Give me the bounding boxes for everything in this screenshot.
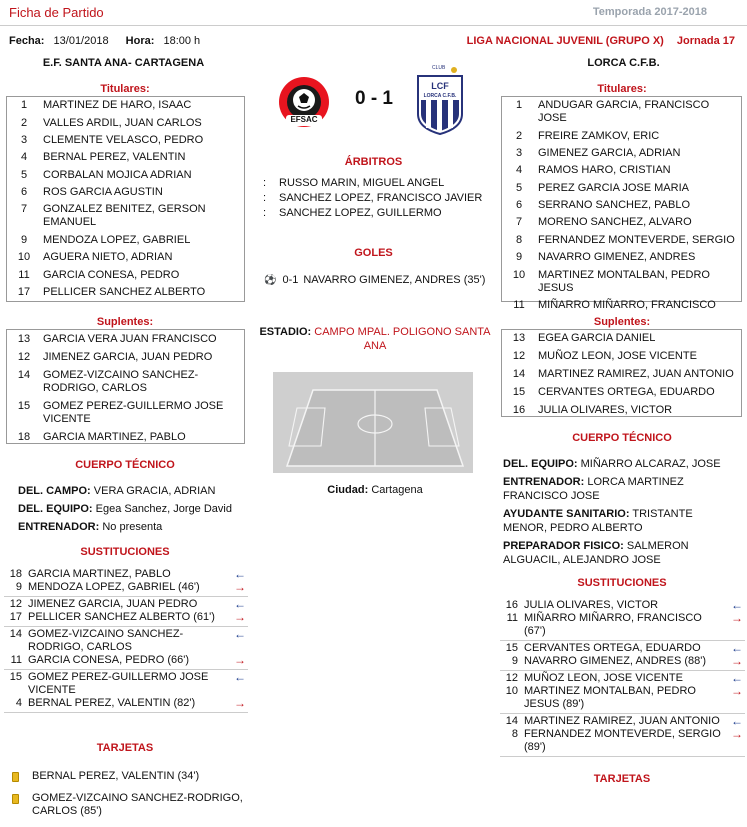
player-name: GOMEZ PEREZ-GUILLERMO JOSE VICENTE bbox=[28, 671, 209, 696]
player-row bbox=[7, 249, 244, 266]
player-number: 4 bbox=[515, 164, 523, 177]
player-row bbox=[7, 167, 244, 184]
home-team-name: E.F. SANTA ANA- CARTAGENA bbox=[42, 57, 205, 69]
arrow-right-icon: → bbox=[234, 580, 246, 594]
player-name: JULIA OLIVARES, VICTOR bbox=[538, 403, 673, 416]
referees-heading: ÁRBITROS bbox=[344, 156, 403, 168]
player-row bbox=[502, 97, 741, 127]
substitution-in bbox=[4, 568, 248, 581]
substitution-out bbox=[4, 581, 248, 594]
player-row bbox=[7, 348, 244, 366]
player-number: 7 bbox=[515, 216, 523, 229]
player-name: GARCIA CONESA, PEDRO bbox=[43, 268, 180, 281]
player-name: ROS GARCIA AGUSTIN bbox=[43, 186, 163, 199]
substitution-pair bbox=[500, 714, 745, 757]
player-row bbox=[502, 266, 741, 296]
arrow-left-icon: ← bbox=[234, 597, 246, 611]
player-name: RAMOS HARO, CRISTIAN bbox=[538, 164, 671, 177]
player-name: NAVARRO GIMENEZ, ANDRES (88') bbox=[524, 655, 706, 667]
fecha-label: Fecha: bbox=[9, 35, 45, 47]
player-number: 11 bbox=[18, 268, 30, 281]
stadium-pitch-icon bbox=[273, 372, 473, 473]
player-number: 5 bbox=[515, 181, 523, 194]
staff-name: No presenta bbox=[99, 521, 163, 533]
away-crest-icon bbox=[416, 62, 464, 136]
match-time: 18:00 h bbox=[163, 35, 201, 47]
player-name: MARTINEZ RAMIREZ, JUAN ANTONIO bbox=[524, 715, 720, 727]
arrow-right-icon: → bbox=[731, 611, 743, 625]
substitution-in bbox=[4, 598, 248, 611]
player-row bbox=[7, 397, 244, 428]
substitution-in bbox=[4, 671, 248, 697]
player-number: 17 bbox=[9, 611, 22, 623]
away-substitutions-list bbox=[500, 598, 745, 757]
player-number: 1 bbox=[20, 99, 28, 112]
arrow-left-icon: ← bbox=[731, 671, 743, 685]
player-name: GONZALEZ BENITEZ, GERSON EMANUEL bbox=[43, 203, 206, 229]
player-name: SERRANO SANCHEZ, PABLO bbox=[538, 199, 690, 212]
staff-name: LORCA MARTINEZ FRANCISCO JOSE bbox=[503, 476, 684, 502]
staff-row bbox=[503, 507, 739, 535]
staff-name: VERA GRACIA, ADRIAN bbox=[90, 485, 216, 497]
player-number: 11 bbox=[513, 298, 525, 311]
player-number: 9 bbox=[15, 581, 22, 593]
substitution-pair bbox=[4, 597, 248, 627]
substitution-out bbox=[500, 655, 745, 668]
away-crest-text: LORCA C.F.B. bbox=[423, 93, 457, 99]
player-number: 12 bbox=[512, 350, 526, 363]
away-crest bbox=[416, 62, 464, 136]
player-name: GARCIA VERA JUAN FRANCISCO bbox=[43, 332, 217, 345]
player-name: GOMEZ-VIZCAINO SANCHEZ-RODRIGO, CARLOS bbox=[28, 628, 184, 653]
player-row bbox=[7, 114, 244, 131]
staff-name: Egea Sanchez, Jorge David bbox=[92, 503, 232, 515]
staff-role: PREPARADOR FISICO: bbox=[503, 540, 624, 552]
staff-role: ENTRENADOR: bbox=[503, 476, 585, 488]
referee-separator: : bbox=[263, 207, 267, 219]
player-name: FREIRE ZAMKOV, ERIC bbox=[538, 129, 660, 142]
player-name: BERNAL PEREZ, VALENTIN (82') bbox=[28, 697, 196, 709]
arrow-left-icon: ← bbox=[731, 598, 743, 612]
match-date: 13/01/2018 bbox=[53, 35, 109, 47]
player-name: MENDOZA LOPEZ, GABRIEL bbox=[43, 233, 191, 246]
staff-name: MIÑARRO ALCARAZ, JOSE bbox=[577, 458, 721, 470]
player-row bbox=[7, 149, 244, 166]
staff-role: DEL. CAMPO: bbox=[18, 485, 91, 497]
staff-role: AYUDANTE SANITARIO: bbox=[503, 508, 630, 520]
player-number: 16 bbox=[512, 403, 526, 416]
player-name: JIMENEZ GARCIA, JUAN PEDRO bbox=[43, 350, 213, 363]
match-date-time bbox=[9, 35, 200, 47]
hora-label: Hora: bbox=[125, 35, 155, 47]
player-row bbox=[502, 383, 741, 401]
substitution-pair bbox=[500, 671, 745, 714]
player-name: GARCIA MARTINEZ, PABLO bbox=[43, 430, 186, 443]
player-number: 18 bbox=[17, 430, 31, 443]
player-name: MARTINEZ MONTALBAN, PEDRO JESUS (89') bbox=[524, 685, 696, 710]
referee-row bbox=[263, 176, 503, 191]
home-subs-box bbox=[6, 329, 245, 444]
player-number: 10 bbox=[512, 268, 526, 281]
competition-name: LIGA NACIONAL JUVENIL (GRUPO X) bbox=[466, 35, 664, 47]
home-crest-text: EFSAC bbox=[290, 115, 318, 124]
player-number: 5 bbox=[20, 168, 28, 181]
player-number: 14 bbox=[512, 367, 526, 380]
player-name: MIÑARRO MIÑARRO, FRANCISCO bbox=[538, 298, 716, 311]
substitution-out bbox=[4, 697, 248, 710]
player-number: 11 bbox=[506, 612, 518, 624]
away-subs-box bbox=[501, 329, 742, 417]
player-row bbox=[7, 266, 244, 283]
goal-row bbox=[264, 273, 504, 288]
arrow-left-icon: ← bbox=[234, 670, 246, 684]
player-name: FERNANDEZ MONTEVERDE, SERGIO bbox=[538, 233, 735, 246]
substitution-in bbox=[500, 672, 745, 685]
arrow-right-icon: → bbox=[234, 696, 246, 710]
player-name: CLEMENTE VELASCO, PEDRO bbox=[43, 133, 204, 146]
arrow-left-icon: ← bbox=[234, 627, 246, 641]
player-row bbox=[7, 428, 244, 446]
player-number: 7 bbox=[20, 203, 28, 216]
player-number: 14 bbox=[505, 715, 518, 727]
arrow-right-icon: → bbox=[731, 654, 743, 668]
city-info bbox=[257, 484, 493, 496]
home-staff-list bbox=[18, 484, 248, 538]
staff-role: DEL. EQUIPO: bbox=[18, 503, 93, 515]
player-number: 10 bbox=[505, 685, 518, 697]
referees-list bbox=[263, 176, 503, 221]
player-name: MIÑARRO MIÑARRO, FRANCISCO (67') bbox=[524, 612, 702, 637]
player-number: 2 bbox=[515, 129, 523, 142]
home-substitutions-list bbox=[4, 567, 248, 713]
home-subs-list bbox=[7, 330, 244, 446]
home-cards-heading: TARJETAS bbox=[96, 742, 154, 754]
away-crest-letters: LCF bbox=[431, 81, 449, 91]
away-subs-list bbox=[502, 330, 741, 419]
player-name: MARTINEZ MONTALBAN, PEDRO JESUS bbox=[538, 268, 710, 294]
arrow-left-icon: ← bbox=[234, 567, 246, 581]
referee-row bbox=[263, 191, 503, 206]
player-name: NAVARRO GIMENEZ, ANDRES bbox=[538, 251, 696, 264]
player-number: 14 bbox=[9, 628, 22, 640]
player-number: 9 bbox=[515, 251, 523, 264]
away-subst-heading: SUSTITUCIONES bbox=[577, 577, 667, 589]
player-number: 1 bbox=[515, 99, 523, 112]
home-starters-box bbox=[6, 96, 245, 302]
city-name: Cartagena bbox=[371, 484, 423, 496]
away-titulares-heading: Titulares: bbox=[597, 83, 647, 95]
header-bar bbox=[0, 0, 747, 26]
player-name: MARTINEZ RAMIREZ, JUAN ANTONIO bbox=[538, 367, 734, 380]
away-suplentes-heading: Suplentes: bbox=[593, 316, 651, 328]
substitution-out bbox=[500, 612, 745, 638]
away-team-name: LORCA C.F.B. bbox=[587, 57, 660, 69]
player-number: 6 bbox=[20, 186, 28, 199]
player-name: ANDUGAR GARCIA, FRANCISCO JOSE bbox=[538, 99, 710, 125]
player-row bbox=[502, 249, 741, 266]
match-score: 0 - 1 bbox=[354, 88, 394, 109]
player-number: 13 bbox=[512, 332, 526, 345]
player-name: PELLICER SANCHEZ ALBERTO bbox=[43, 285, 206, 298]
player-number: 12 bbox=[9, 598, 22, 610]
player-row bbox=[7, 366, 244, 397]
goals-list bbox=[264, 273, 504, 288]
player-name: CORBALAN MOJICA ADRIAN bbox=[43, 168, 192, 181]
substitution-out bbox=[500, 728, 745, 754]
goal-score: 0-1 bbox=[282, 274, 299, 286]
player-number: 12 bbox=[17, 350, 31, 363]
player-row bbox=[502, 348, 741, 366]
player-number: 9 bbox=[511, 655, 518, 667]
arrow-right-icon: → bbox=[234, 610, 246, 624]
staff-row bbox=[503, 539, 739, 567]
yellow-card-icon bbox=[12, 794, 19, 804]
home-titulares-heading: Titulares: bbox=[100, 83, 150, 95]
staff-role: DEL. EQUIPO: bbox=[503, 458, 578, 470]
player-row bbox=[7, 184, 244, 201]
player-number: 10 bbox=[17, 251, 31, 264]
player-row bbox=[502, 162, 741, 179]
player-row bbox=[7, 232, 244, 249]
player-row bbox=[7, 201, 244, 231]
player-number: 3 bbox=[515, 146, 523, 159]
player-row bbox=[502, 214, 741, 231]
substitution-in bbox=[500, 642, 745, 655]
substitution-in bbox=[4, 628, 248, 654]
player-row bbox=[502, 297, 741, 314]
player-name: GIMENEZ GARCIA, ADRIAN bbox=[538, 146, 681, 159]
away-starters-box bbox=[501, 96, 742, 311]
football-icon: ⚽ bbox=[264, 275, 277, 286]
staff-name: TRISTANTE MENOR, PEDRO ALBERTO bbox=[503, 508, 693, 534]
competition-info bbox=[467, 35, 735, 47]
referee-separator: : bbox=[263, 177, 267, 189]
stadium-label: ESTADIO: bbox=[259, 326, 312, 338]
staff-row bbox=[18, 520, 248, 534]
player-number: 15 bbox=[9, 671, 22, 683]
away-staff-heading: CUERPO TÉCNICO bbox=[572, 432, 672, 444]
player-name: MUÑOZ LEON, JOSE VICENTE bbox=[538, 350, 697, 363]
player-name: CERVANTES ORTEGA, EDUARDO bbox=[538, 385, 715, 398]
player-row bbox=[502, 366, 741, 384]
player-name: GOMEZ PEREZ-GUILLERMO JOSE VICENTE bbox=[43, 399, 224, 425]
player-row bbox=[7, 330, 244, 348]
home-suplentes-heading: Suplentes: bbox=[96, 316, 154, 328]
home-subst-heading: SUSTITUCIONES bbox=[80, 546, 170, 558]
card-row bbox=[10, 770, 248, 783]
player-number: 2 bbox=[20, 116, 28, 129]
player-number: 8 bbox=[515, 233, 523, 246]
substitution-pair bbox=[500, 598, 745, 641]
player-number: 11 bbox=[10, 654, 22, 666]
home-starters-list bbox=[7, 97, 244, 301]
player-name: GOMEZ-VIZCAINO SANCHEZ-RODRIGO, CARLOS bbox=[43, 368, 199, 394]
player-row bbox=[502, 127, 741, 144]
player-row bbox=[7, 97, 244, 114]
arrow-left-icon: ← bbox=[731, 641, 743, 655]
player-number: 16 bbox=[505, 599, 518, 611]
arrow-right-icon: → bbox=[731, 727, 743, 741]
player-name: PELLICER SANCHEZ ALBERTO (61') bbox=[28, 611, 215, 623]
player-number: 15 bbox=[17, 399, 31, 412]
substitution-pair bbox=[4, 627, 248, 670]
away-staff-list bbox=[503, 457, 739, 571]
stadium-info bbox=[257, 325, 493, 353]
player-name: GARCIA MARTINEZ, PABLO bbox=[28, 568, 171, 580]
substitution-out bbox=[4, 611, 248, 624]
arrow-left-icon: ← bbox=[731, 714, 743, 728]
player-name: MENDOZA LOPEZ, GABRIEL (46') bbox=[28, 581, 200, 593]
player-name: GARCIA CONESA, PEDRO (66') bbox=[28, 654, 190, 666]
staff-row bbox=[503, 457, 739, 471]
player-name: CERVANTES ORTEGA, EDUARDO bbox=[524, 642, 701, 654]
player-name: EGEA GARCIA DANIEL bbox=[538, 332, 656, 345]
referee-separator: : bbox=[263, 192, 267, 204]
substitution-pair bbox=[4, 670, 248, 713]
player-name: JIMENEZ GARCIA, JUAN PEDRO bbox=[28, 598, 198, 610]
player-row bbox=[502, 197, 741, 214]
substitution-out bbox=[4, 654, 248, 667]
player-number: 13 bbox=[17, 332, 31, 345]
player-number: 8 bbox=[511, 728, 518, 740]
player-number: 4 bbox=[20, 151, 28, 164]
player-number: 9 bbox=[20, 233, 28, 246]
card-player-name: BERNAL PEREZ, VALENTIN (34') bbox=[32, 770, 200, 782]
player-row bbox=[502, 180, 741, 197]
player-name: MORENO SANCHEZ, ALVARO bbox=[538, 216, 692, 229]
player-row bbox=[502, 145, 741, 162]
player-number: 14 bbox=[17, 368, 31, 381]
jornada-label: Jornada 17 bbox=[676, 35, 735, 47]
card-player-name: GOMEZ-VIZCAINO SANCHEZ-RODRIGO, CARLOS (85') bbox=[32, 792, 243, 817]
player-name: VALLES ARDIL, JUAN CARLOS bbox=[43, 116, 202, 129]
player-number: 17 bbox=[17, 285, 31, 298]
card-row bbox=[10, 792, 248, 818]
player-name: FERNANDEZ MONTEVERDE, SERGIO (89') bbox=[524, 728, 721, 753]
referee-name: SANCHEZ LOPEZ, FRANCISCO JAVIER bbox=[279, 192, 483, 204]
player-row bbox=[502, 232, 741, 249]
player-row bbox=[7, 284, 244, 301]
player-number: 12 bbox=[505, 672, 518, 684]
substitution-out bbox=[500, 685, 745, 711]
staff-role: ENTRENADOR: bbox=[18, 521, 100, 533]
player-number: 3 bbox=[20, 133, 28, 146]
player-row bbox=[502, 330, 741, 348]
away-starters-list bbox=[502, 97, 741, 314]
season-label: Temporada 2017-2018 bbox=[592, 6, 707, 18]
staff-row bbox=[18, 502, 248, 516]
player-number: 18 bbox=[9, 568, 22, 580]
goal-scorer: NAVARRO GIMENEZ, ANDRES (35') bbox=[303, 274, 486, 286]
player-name: AGUERA NIETO, ADRIAN bbox=[43, 251, 173, 264]
player-row bbox=[7, 132, 244, 149]
yellow-card-icon bbox=[12, 772, 19, 782]
away-cards-heading: TARJETAS bbox=[593, 773, 651, 785]
player-name: JULIA OLIVARES, VICTOR bbox=[524, 599, 659, 611]
home-staff-heading: CUERPO TÉCNICO bbox=[75, 459, 175, 471]
home-crest bbox=[278, 76, 330, 128]
city-label: Ciudad: bbox=[327, 484, 369, 496]
staff-row bbox=[18, 484, 248, 498]
player-name: MUÑOZ LEON, JOSE VICENTE bbox=[524, 672, 683, 684]
player-number: 6 bbox=[515, 199, 523, 212]
player-number: 15 bbox=[505, 642, 518, 654]
home-cards-list bbox=[10, 770, 248, 827]
player-number: 15 bbox=[512, 385, 526, 398]
away-crest-top: CLUB bbox=[432, 65, 446, 71]
goals-heading: GOLES bbox=[354, 247, 393, 259]
arrow-right-icon: → bbox=[731, 684, 743, 698]
substitution-pair bbox=[4, 567, 248, 597]
player-number: 4 bbox=[15, 697, 22, 709]
player-name: BERNAL PEREZ, VALENTIN bbox=[43, 151, 186, 164]
referee-name: SANCHEZ LOPEZ, GUILLERMO bbox=[279, 207, 442, 219]
staff-name: SALMERON ALGUACIL, ALEJANDRO JOSE bbox=[503, 540, 689, 566]
page-title: Ficha de Partido bbox=[9, 5, 104, 20]
arrow-right-icon: → bbox=[234, 653, 246, 667]
staff-row bbox=[503, 475, 739, 503]
stadium-image bbox=[273, 372, 473, 473]
substitution-in bbox=[500, 715, 745, 728]
substitution-pair bbox=[500, 641, 745, 671]
stadium-name: CAMPO MPAL. POLIGONO SANTA ANA bbox=[314, 326, 491, 352]
player-row bbox=[502, 401, 741, 419]
referee-name: RUSSO MARIN, MIGUEL ANGEL bbox=[279, 177, 445, 189]
player-name: PEREZ GARCIA JOSE MARIA bbox=[538, 181, 689, 194]
referee-row bbox=[263, 206, 503, 221]
substitution-in bbox=[500, 599, 745, 612]
player-name: MARTINEZ DE HARO, ISAAC bbox=[43, 99, 192, 112]
